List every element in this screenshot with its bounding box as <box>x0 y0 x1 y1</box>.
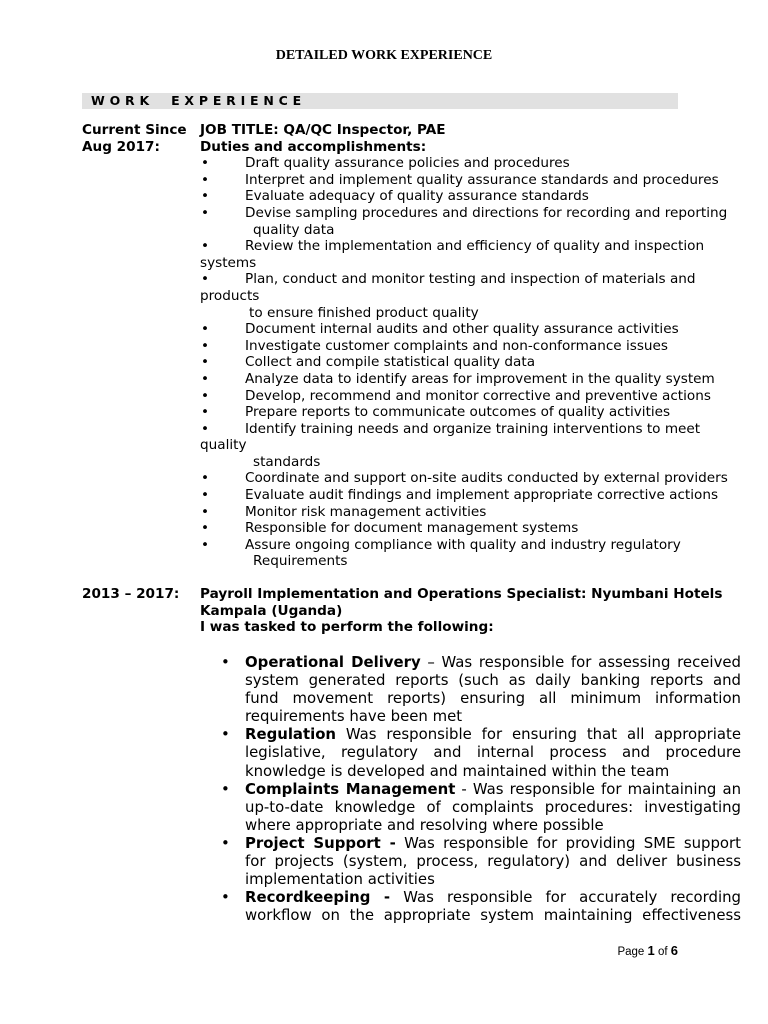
responsibility-text: Was responsible for ensuring that all appropriate <box>345 725 741 744</box>
bullet: • <box>201 420 210 437</box>
bullet: • <box>201 520 210 537</box>
bullet: • <box>221 653 230 671</box>
duty-text: Identify training needs and organize training interventions to meet <box>245 420 701 437</box>
duty-text: Collect and compile statistical quality data <box>245 354 536 371</box>
job-title: JOB TITLE: QA/QC Inspector, PAE <box>200 122 446 138</box>
bullet: • <box>201 354 210 371</box>
bullet: • <box>221 833 230 852</box>
bullet: • <box>221 725 230 744</box>
bullet: • <box>201 387 210 404</box>
duty-text: Devise sampling procedures and directions for recording and reporting <box>245 204 728 221</box>
responsibility-item <box>221 653 741 726</box>
responsibility-heading: Regulation <box>245 725 337 744</box>
responsibility-first-line <box>245 653 741 671</box>
responsibility-first-line <box>245 888 741 906</box>
responsibility-text: fund movement reports) ensuring all minimum information <box>245 689 741 708</box>
duty-text-continued: systems <box>200 254 257 271</box>
bullet: • <box>221 888 230 907</box>
duty-item <box>200 388 760 405</box>
responsibility-text: requirements have been met <box>245 707 463 726</box>
duty-item <box>200 421 760 471</box>
duty-text: Plan, conduct and monitor testing and inspection of materials and <box>245 271 696 288</box>
responsibility-text: Was responsible for accurately recording <box>403 888 742 907</box>
duty-text: Document internal audits and other quality assurance activities <box>245 321 679 338</box>
job-period <box>82 586 179 603</box>
duty-text-continued: to ensure finished product quality <box>249 304 479 321</box>
duty-text: Evaluate adequacy of quality assurance standards <box>245 188 589 205</box>
duty-item <box>200 338 760 355</box>
page-of-label: of <box>657 946 668 958</box>
duty-text: Interpret and implement quality assurance standards and procedures <box>245 171 719 188</box>
responsibility-heading: Project Support - <box>245 833 396 852</box>
job-subtitle: I was tasked to perform the following: <box>200 619 494 636</box>
job-period-line: 2013 – 2017: <box>82 586 180 602</box>
responsibility-text: system generated reports (such as daily banking reports and <box>245 671 741 690</box>
duty-item <box>200 238 760 271</box>
duty-item <box>200 271 760 321</box>
responsibility-item <box>221 725 741 780</box>
duty-text: Responsible for document management systems <box>245 520 579 537</box>
responsibility-text: where appropriate and resolving where possible <box>245 815 604 834</box>
duty-item <box>200 487 760 504</box>
bullet: • <box>201 503 210 520</box>
duty-item <box>200 354 760 371</box>
responsibility-text: implementation activities <box>245 870 435 889</box>
duty-item <box>200 537 760 570</box>
page-label: Page <box>617 946 645 958</box>
duty-text-continued: standards <box>253 453 321 470</box>
bullet: • <box>201 204 210 221</box>
job-details <box>200 122 760 570</box>
page-footer <box>617 943 678 960</box>
responsibility-text: Was responsible for providing SME support <box>404 833 741 852</box>
duty-text: Monitor risk management activities <box>245 503 487 520</box>
section-heading: WORK EXPERIENCE <box>91 93 306 108</box>
responsibility-heading: Operational Delivery <box>245 653 421 671</box>
job-subtitle: Duties and accomplishments: <box>200 138 427 155</box>
responsibility-list <box>221 653 742 925</box>
responsibility-item <box>221 833 741 889</box>
responsibility-text: – Was responsible for assessing received <box>427 653 741 671</box>
duty-text: Coordinate and support on-site audits conducted by external providers <box>245 470 728 487</box>
duty-text-continued: quality <box>200 437 247 454</box>
duty-item <box>200 404 760 421</box>
duty-item <box>200 470 760 487</box>
duty-item <box>200 504 760 521</box>
section-header-bar <box>82 93 678 109</box>
duty-item <box>200 188 760 205</box>
job-period-line: Aug 2017: <box>82 138 160 155</box>
bullet: • <box>201 337 210 354</box>
bullet: • <box>201 470 210 487</box>
bullet: • <box>201 487 210 504</box>
responsibility-text: legislative, regulatory and internal process and procedure <box>245 743 741 762</box>
responsibility-first-line <box>245 780 741 798</box>
responsibility-first-line <box>245 834 741 852</box>
job-title: Kampala (Uganda) <box>200 602 343 619</box>
duty-text: Prepare reports to communicate outcomes of quality activities <box>245 404 671 421</box>
bullet: • <box>201 171 210 188</box>
bullet: • <box>201 404 210 421</box>
duty-item <box>200 172 760 189</box>
responsibility-text: workflow on the appropriate system maintaining effectiveness <box>245 906 741 925</box>
duty-text-continued: products <box>200 287 260 304</box>
job-period <box>82 122 187 155</box>
duty-item <box>200 371 760 388</box>
duty-text-continued: quality data <box>253 221 335 238</box>
responsibility-first-line <box>245 725 741 743</box>
duty-text-continued: Requirements <box>253 553 348 570</box>
responsibility-text: knowledge is developed and maintained within the team <box>245 761 670 780</box>
job-details <box>200 586 760 636</box>
duty-text: Develop, recommend and monitor corrective and preventive actions <box>245 387 711 404</box>
duty-text: Draft quality assurance policies and procedures <box>245 155 570 172</box>
responsibility-item <box>221 779 742 834</box>
responsibility-heading: Recordkeeping - <box>245 888 391 907</box>
page-number: 1 <box>647 943 655 958</box>
duty-item <box>200 321 760 338</box>
job-title: Payroll Implementation and Operations Specialist: Nyumbani Hotels <box>200 586 723 602</box>
bullet: • <box>201 370 210 387</box>
bullet: • <box>221 779 230 798</box>
duty-text: Analyze data to identify areas for improvement in the quality system <box>245 370 715 387</box>
responsibility-text: up-to-date knowledge of complaints procedures: investigating <box>245 797 741 816</box>
responsibility-heading: Complaints Management <box>245 779 456 798</box>
page-total: 6 <box>670 943 678 958</box>
duty-item <box>200 520 760 537</box>
document-title: DETAILED WORK EXPERIENCE <box>275 48 493 63</box>
duty-text: Review the implementation and efficiency of quality and inspection <box>245 238 705 255</box>
job-period-line: Current Since <box>82 122 187 138</box>
duty-text: Investigate customer complaints and non-conformance issues <box>245 337 668 354</box>
duty-text: Assure ongoing compliance with quality and industry regulatory <box>245 536 681 553</box>
responsibility-text: for projects (system, process, regulatory) and deliver business <box>245 852 741 871</box>
responsibility-item <box>221 888 742 925</box>
bullet: • <box>201 536 210 553</box>
responsibility-text: - Was responsible for maintaining an <box>461 779 742 798</box>
duty-item <box>200 155 760 172</box>
duty-text: Evaluate audit findings and implement appropriate corrective actions <box>245 487 719 504</box>
duty-item <box>200 205 760 238</box>
bullet: • <box>201 238 210 255</box>
bullet: • <box>201 188 210 205</box>
bullet: • <box>201 321 210 338</box>
bullet: • <box>201 271 210 288</box>
bullet: • <box>201 155 210 172</box>
